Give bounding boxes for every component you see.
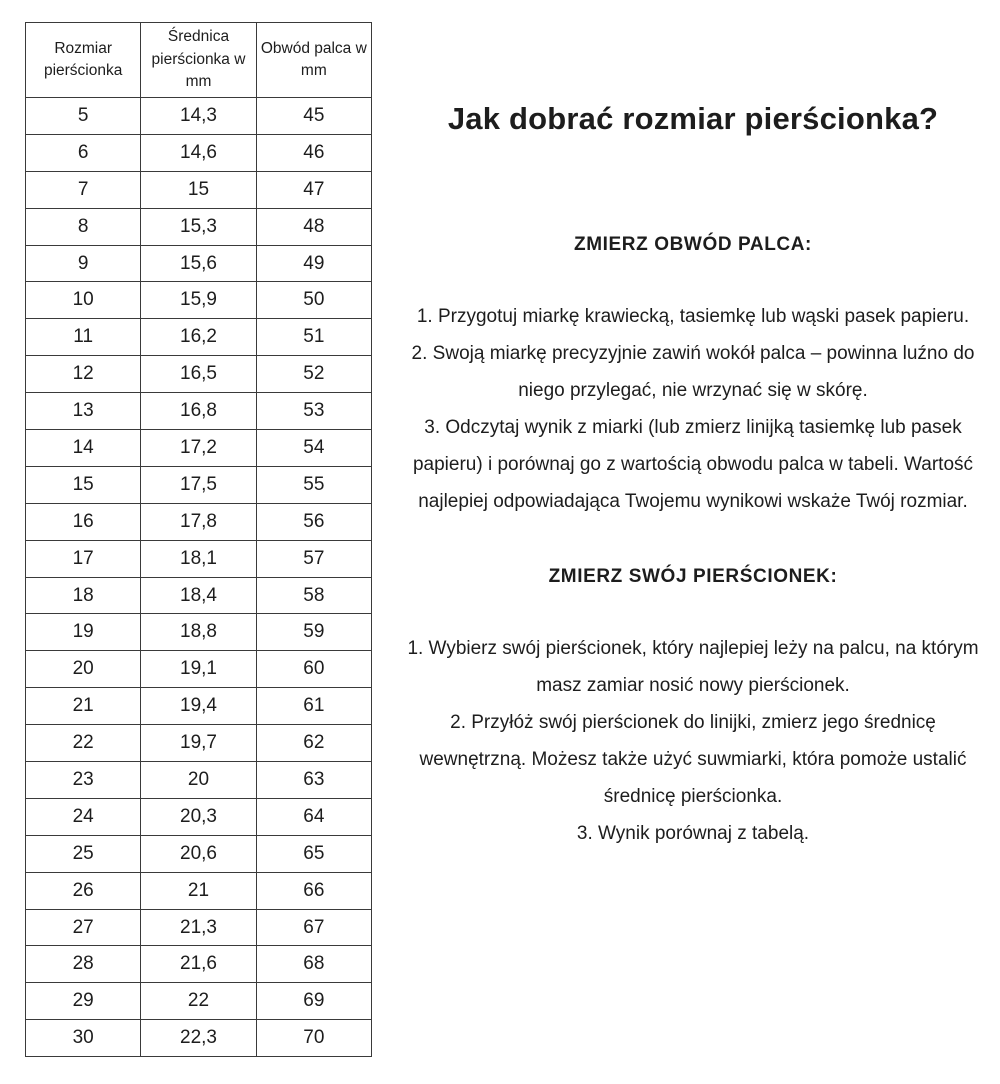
table-cell: 16 — [26, 503, 141, 540]
table-cell: 25 — [26, 835, 141, 872]
ring-size-table-body — [26, 98, 372, 1057]
table-cell: 15 — [26, 466, 141, 503]
table-row — [26, 577, 372, 614]
table-cell: 23 — [26, 762, 141, 799]
table-cell: 5 — [26, 98, 141, 135]
table-cell: 18,4 — [141, 577, 256, 614]
table-cell: 69 — [256, 983, 371, 1020]
table-cell: 18,8 — [141, 614, 256, 651]
table-row — [26, 835, 372, 872]
table-cell: 21 — [141, 872, 256, 909]
col-header-ring-diameter: Średnica pierścionka w mm — [141, 23, 256, 98]
table-cell: 6 — [26, 134, 141, 171]
table-row — [26, 171, 372, 208]
table-cell: 12 — [26, 356, 141, 393]
table-cell: 15,6 — [141, 245, 256, 282]
section-heading-measure-ring: ZMIERZ SWÓJ PIERŚCIONEK: — [548, 566, 838, 587]
table-cell: 8 — [26, 208, 141, 245]
instruction-step: 2. Przyłóż swój pierścionek do linijki, zmierz jego średnicę wewnętrzną. Możesz także użyć suwmiarki, która pomoże ustalić średnicę pierścionka. — [419, 712, 967, 807]
ring-size-table-head — [26, 23, 372, 98]
table-row — [26, 356, 372, 393]
table-row — [26, 134, 372, 171]
table-row — [26, 540, 372, 577]
table-row — [26, 762, 372, 799]
table-row — [26, 503, 372, 540]
table-row — [26, 872, 372, 909]
instruction-step: 2. Swoją miarkę precyzyjnie zawiń wokół palca – powinna luźno do niego przylegać, nie wrzynać się w skórę. — [411, 343, 975, 401]
instruction-step: 3. Odczytaj wynik z miarki (lub zmierz linijką tasiemkę lub pasek papieru) i porównaj go z wartością obwodu palca w tabeli. Wartość najlepiej odpowiadająca Twojemu wynikowi wskaże Twój rozmiar. — [412, 417, 974, 512]
table-cell: 16,8 — [141, 393, 256, 430]
table-cell: 22 — [141, 983, 256, 1020]
table-cell: 70 — [256, 1020, 371, 1057]
table-cell: 60 — [256, 651, 371, 688]
table-row — [26, 651, 372, 688]
table-cell: 56 — [256, 503, 371, 540]
instruction-step: 3. Wynik porównaj z tabelą. — [576, 823, 810, 844]
table-cell: 17,8 — [141, 503, 256, 540]
table-row — [26, 208, 372, 245]
table-cell: 19 — [26, 614, 141, 651]
table-cell: 28 — [26, 946, 141, 983]
table-cell: 16,2 — [141, 319, 256, 356]
table-cell: 15,3 — [141, 208, 256, 245]
table-cell: 26 — [26, 872, 141, 909]
table-cell: 55 — [256, 466, 371, 503]
table-cell: 21,3 — [141, 909, 256, 946]
table-cell: 21 — [26, 688, 141, 725]
table-cell: 14,3 — [141, 98, 256, 135]
table-row — [26, 245, 372, 282]
table-cell: 58 — [256, 577, 371, 614]
section-heading-measure-finger: ZMIERZ OBWÓD PALCA: — [574, 234, 812, 255]
table-cell: 14,6 — [141, 134, 256, 171]
instruction-step: 1. Wybierz swój pierścionek, który najlepiej leży na palcu, na którym masz zamiar nosić nowy pierścionek. — [407, 638, 979, 696]
table-cell: 11 — [26, 319, 141, 356]
table-cell: 20,3 — [141, 798, 256, 835]
table-row — [26, 466, 372, 503]
table-cell: 14 — [26, 430, 141, 467]
table-cell: 63 — [256, 762, 371, 799]
table-cell: 24 — [26, 798, 141, 835]
table-cell: 61 — [256, 688, 371, 725]
table-row — [26, 1020, 372, 1057]
table-cell: 20 — [26, 651, 141, 688]
table-row — [26, 688, 372, 725]
table-row — [26, 393, 372, 430]
table-cell: 19,4 — [141, 688, 256, 725]
table-cell: 19,1 — [141, 651, 256, 688]
table-row — [26, 946, 372, 983]
table-cell: 62 — [256, 725, 371, 762]
table-row — [26, 614, 372, 651]
table-cell: 7 — [26, 171, 141, 208]
table-cell: 53 — [256, 393, 371, 430]
table-row — [26, 282, 372, 319]
table-cell: 52 — [256, 356, 371, 393]
table-cell: 45 — [256, 98, 371, 135]
table-cell: 15,9 — [141, 282, 256, 319]
table-cell: 49 — [256, 245, 371, 282]
table-cell: 21,6 — [141, 946, 256, 983]
table-cell: 47 — [256, 171, 371, 208]
table-cell: 51 — [256, 319, 371, 356]
page-title: Jak dobrać rozmiar pierścionka? — [447, 101, 939, 136]
table-cell: 22 — [26, 725, 141, 762]
table-cell: 19,7 — [141, 725, 256, 762]
table-row — [26, 909, 372, 946]
table-cell: 57 — [256, 540, 371, 577]
table-cell: 67 — [256, 909, 371, 946]
table-cell: 17 — [26, 540, 141, 577]
table-cell: 65 — [256, 835, 371, 872]
table-cell: 18 — [26, 577, 141, 614]
table-cell: 48 — [256, 208, 371, 245]
table-cell: 59 — [256, 614, 371, 651]
table-cell: 30 — [26, 1020, 141, 1057]
table-cell: 27 — [26, 909, 141, 946]
table-cell: 17,2 — [141, 430, 256, 467]
table-row — [26, 319, 372, 356]
instruction-step: 1. Przygotuj miarkę krawiecką, tasiemkę lub wąski pasek papieru. — [416, 306, 970, 327]
steps-measure-ring — [398, 630, 988, 852]
table-cell: 46 — [256, 134, 371, 171]
table-cell: 64 — [256, 798, 371, 835]
table-row — [26, 983, 372, 1020]
table-cell: 54 — [256, 430, 371, 467]
table-cell: 18,1 — [141, 540, 256, 577]
table-row — [26, 98, 372, 135]
table-cell: 50 — [256, 282, 371, 319]
table-cell: 17,5 — [141, 466, 256, 503]
table-cell: 22,3 — [141, 1020, 256, 1057]
table-cell: 20,6 — [141, 835, 256, 872]
table-cell: 13 — [26, 393, 141, 430]
table-cell: 29 — [26, 983, 141, 1020]
instructions-panel — [398, 0, 988, 852]
col-header-finger-circumference: Obwód palca w mm — [256, 23, 371, 98]
table-row — [26, 430, 372, 467]
table-row — [26, 725, 372, 762]
ring-size-table — [25, 22, 372, 1057]
steps-measure-finger — [398, 298, 988, 520]
table-cell: 16,5 — [141, 356, 256, 393]
col-header-ring-size: Rozmiar pierścionka — [26, 23, 141, 98]
table-cell: 66 — [256, 872, 371, 909]
table-row — [26, 798, 372, 835]
table-cell: 9 — [26, 245, 141, 282]
table-cell: 10 — [26, 282, 141, 319]
table-cell: 68 — [256, 946, 371, 983]
table-cell: 20 — [141, 762, 256, 799]
table-header-row — [26, 23, 372, 98]
table-cell: 15 — [141, 171, 256, 208]
